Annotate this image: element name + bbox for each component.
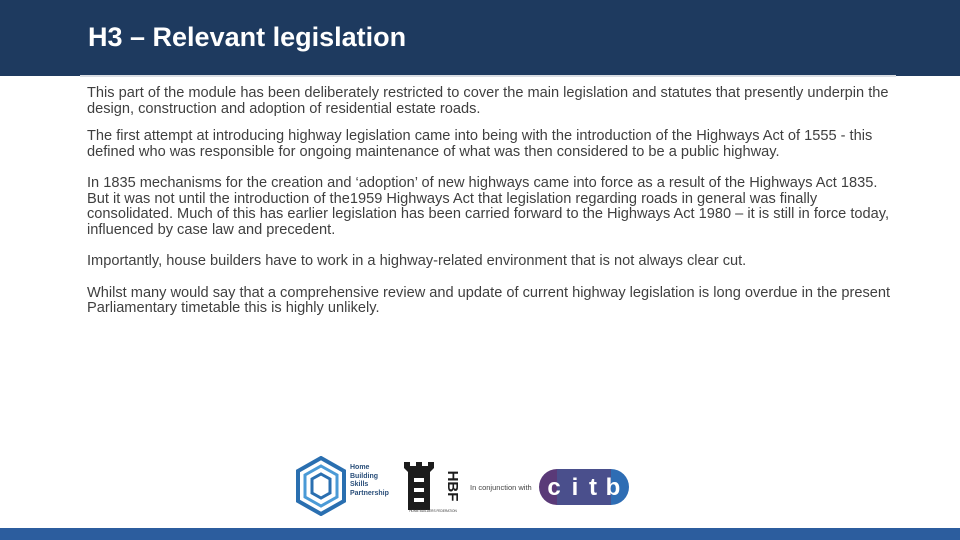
hbsp-line: Skills xyxy=(350,481,369,488)
paragraph-2: The first attempt at introducing highway legislation came into being with the introduction of the Highways Act of 1555 - this defined who was responsible for ongoing maintenance of what was then considered to be a public highway. xyxy=(87,128,873,160)
hbf-letters: HBF xyxy=(444,470,461,502)
header-divider xyxy=(80,75,896,77)
citb-letter-i: i xyxy=(571,474,579,501)
hbsp-line: Partnership xyxy=(350,489,389,497)
paragraph-5: Whilst many would say that a comprehensive review and update of current highway legislation is long overdue in the present Parliamentary timetable this is highly unlikely. xyxy=(87,284,891,316)
hbsp-line: Building xyxy=(350,472,378,480)
hexagon-logo-icon xyxy=(295,456,347,516)
citb-logo xyxy=(538,468,630,506)
footer-bar xyxy=(0,528,960,540)
citb-letter-c: c xyxy=(547,474,561,501)
citb-letter-t: t xyxy=(589,474,597,501)
slide-title: H3 – Relevant legislation xyxy=(88,22,407,52)
slide-body xyxy=(87,86,897,329)
partner-logos xyxy=(290,452,630,522)
paragraph-3: In 1835 mechanisms for the creation and ‘adoption’ of new highways came into force as a result of the Highways Act 1835. But it was not until the introduction of the1959 Highways Act that legislation regarding roads in general was finally consolidated. Much of this has earlier legislation has been carried forward to the Highways Act 1980 – it is still in force today, influenced by case law and precedent. xyxy=(87,175,889,238)
header-bar xyxy=(0,0,960,76)
conjunction-text: In conjunction with xyxy=(470,483,532,492)
hbsp-line: Home xyxy=(350,464,370,471)
paragraph-4: Importantly, house builders have to work in a highway-related environment that is not always clear cut. xyxy=(87,253,747,269)
hbsp-wordmark xyxy=(350,464,410,498)
hbf-subtitle: HOME BUILDERS FEDERATION xyxy=(409,509,457,513)
citb-letter-b: b xyxy=(605,474,621,501)
paragraph-1: This part of the module has been deliberately restricted to cover the main legislation and statutes that presently underpin the design, construction and adoption of residential estate roads. xyxy=(87,85,889,117)
castle-tower-icon xyxy=(402,460,462,512)
